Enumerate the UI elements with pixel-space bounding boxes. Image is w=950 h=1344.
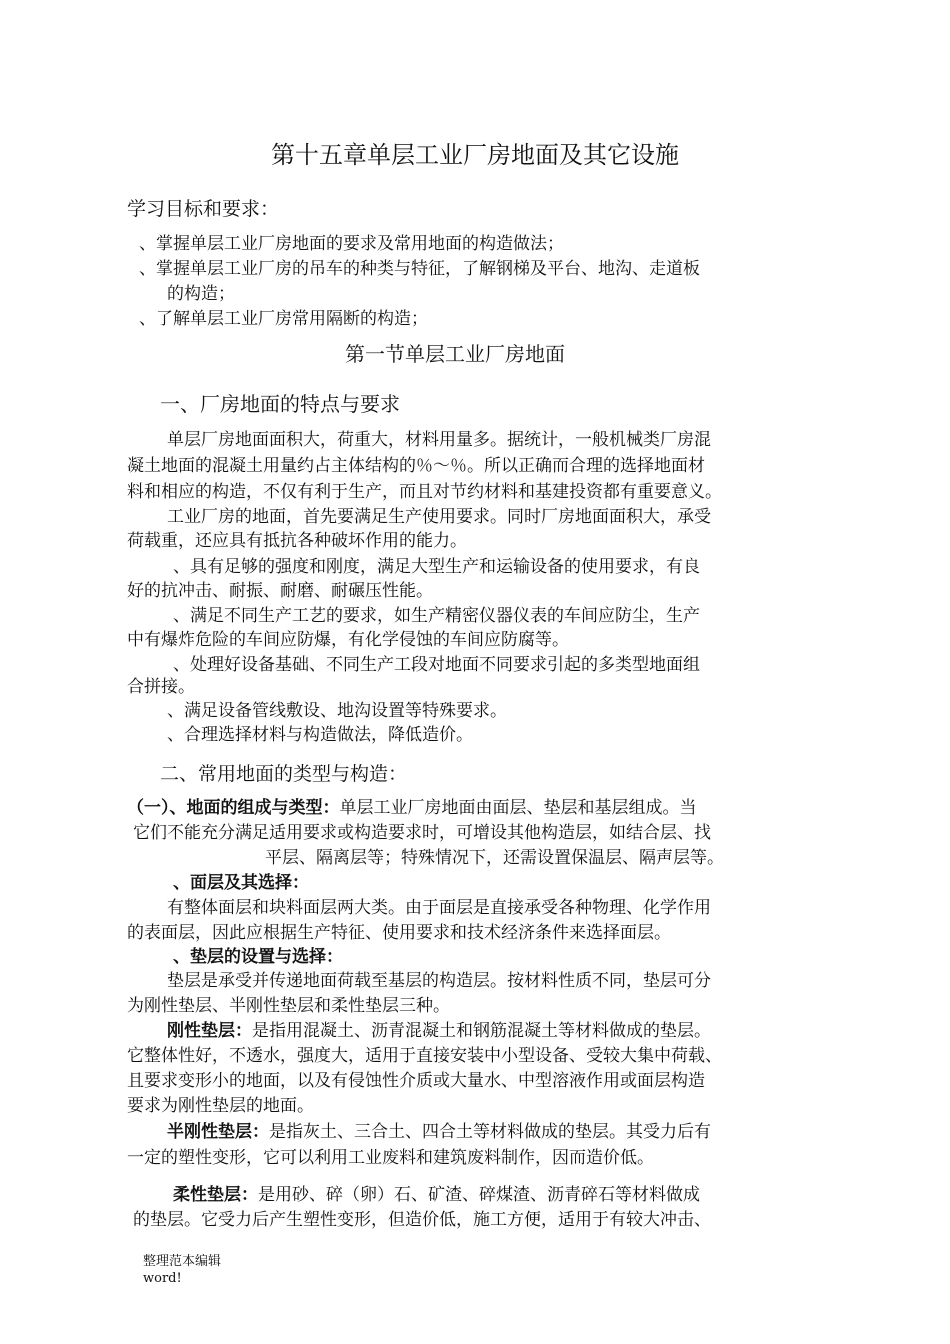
objective-item: 、了解单层工业厂房常用隔断的构造； [139, 309, 428, 329]
requirement-item-continued: 合拼接。 [127, 677, 195, 697]
paragraph-text: 是指用混凝土、沥青混凝土和钢筋混凝土等材料做成的垫层。 [252, 1021, 711, 1041]
requirement-item: 、满足不同生产工艺的要求，如生产精密仪器仪表的车间应防尘，生产 [173, 606, 700, 626]
term-rigid-cushion: 刚性垫层： [167, 1021, 252, 1041]
paragraph-line [127, 797, 697, 819]
requirement-item-continued: 中有爆炸危险的车间应防爆，有化学侵蚀的车间应防腐等。 [127, 630, 569, 650]
heading-features: 一、厂房地面的特点与要求 [160, 392, 400, 416]
paragraph-line: 料和相应的构造，不仅有利于生产，而且对节约材料和基建投资都有重要意义。 [127, 482, 722, 502]
objectives-heading: 学习目标和要求： [127, 198, 280, 220]
paragraph-line: 一定的塑性变形，它可以利用工业废料和建筑废料制作，因而造价低。 [127, 1148, 654, 1168]
paragraph-text: 是指灰土、三合土、四合土等材料做成的垫层。其受力后有 [269, 1122, 711, 1142]
requirement-item-continued: 好的抗冲击、耐振、耐磨、耐碾压性能。 [127, 581, 433, 601]
requirement-item: 、满足设备管线敷设、地沟设置等特殊要求。 [167, 701, 507, 721]
paragraph-line: 工业厂房的地面，首先要满足生产使用要求。同时厂房地面面积大，承受 [167, 507, 711, 527]
objective-item: 、掌握单层工业厂房的吊车的种类与特征，了解钢梯及平台、地沟、走道板 [139, 259, 700, 279]
paragraph-line: 的垫层。它受力后产生塑性变形，但造价低，施工方便，适用于有较大冲击、 [133, 1210, 711, 1230]
paragraph-text: 单层工业厂房地面由面层、垫层和基层组成。当 [339, 798, 697, 818]
objective-item: 、掌握单层工业厂房地面的要求及常用地面的构造做法； [139, 234, 564, 254]
term-flexible-cushion: 柔性垫层： [173, 1185, 258, 1205]
paragraph-line: 要求为刚性垫层的地面。 [127, 1096, 314, 1116]
paragraph-line: 且要求变形小的地面，以及有侵蚀性介质或大量水、中型溶液作用或面层构造 [127, 1071, 705, 1091]
heading-floor-types: 二、常用地面的类型与构造： [160, 763, 408, 785]
section-title: 第一节单层工业厂房地面 [345, 342, 565, 366]
paragraph-line: 荷载重，还应具有抵抗各种破坏作用的能力。 [127, 531, 467, 551]
paragraph-line: 垫层是承受并传递地面荷载至基层的构造层。按材料性质不同，垫层可分 [167, 971, 711, 991]
requirement-item: 、具有足够的强度和刚度，满足大型生产和运输设备的使用要求，有良 [173, 557, 700, 577]
paragraph-line: 的表面层，因此应根据生产特征、使用要求和技术经济条件来选择面层。 [127, 923, 671, 943]
paragraph-line [167, 1121, 711, 1143]
subheading-surface: 、面层及其选择： [173, 873, 309, 893]
chapter-title: 第十五章单层工业厂房地面及其它设施 [271, 141, 679, 169]
paragraph-line [173, 1184, 700, 1206]
footer-text: word! [143, 1271, 182, 1286]
paragraph-line: 凝土地面的混凝土用量约占主体结构的％～％。所以正确而合理的选择地面材 [127, 456, 705, 476]
subheading-cushion: 、垫层的设置与选择： [173, 947, 343, 967]
paragraph-line: 有整体面层和块料面层两大类。由于面层是直接承受各种物理、化学作用 [167, 898, 711, 918]
term-semi-rigid-cushion: 半刚性垫层： [167, 1122, 269, 1142]
paragraph-line [167, 1020, 711, 1042]
footer-text: 整理范本编辑 [143, 1254, 222, 1269]
paragraph-line: 它整体性好，不透水，强度大，适用于直接安装中小型设备、受较大集中荷载、 [127, 1046, 722, 1066]
paragraph-line: 为刚性垫层、半刚性垫层和柔性垫层三种。 [127, 996, 450, 1016]
paragraph-line: 它们不能充分满足适用要求或构造要求时，可增设其他构造层，如结合层、找 [133, 823, 711, 843]
subheading-composition: （一）、地面的组成与类型： [127, 798, 340, 818]
requirement-item: 、处理好设备基础、不同生产工段对地面不同要求引起的多类型地面组 [173, 655, 700, 675]
requirement-item: 、合理选择材料与构造做法，降低造价。 [167, 725, 473, 745]
objective-item-continued: 的构造； [167, 284, 235, 304]
paragraph-line: 单层厂房地面面积大，荷重大，材料用量多。据统计，一般机械类厂房混 [167, 430, 711, 450]
paragraph-text: 是用砂、碎（卵）石、矿渣、碎煤渣、沥青碎石等材料做成 [258, 1185, 700, 1205]
paragraph-line: 平层、隔离层等；特殊情况下，还需设置保温层、隔声层等。 [265, 848, 724, 868]
